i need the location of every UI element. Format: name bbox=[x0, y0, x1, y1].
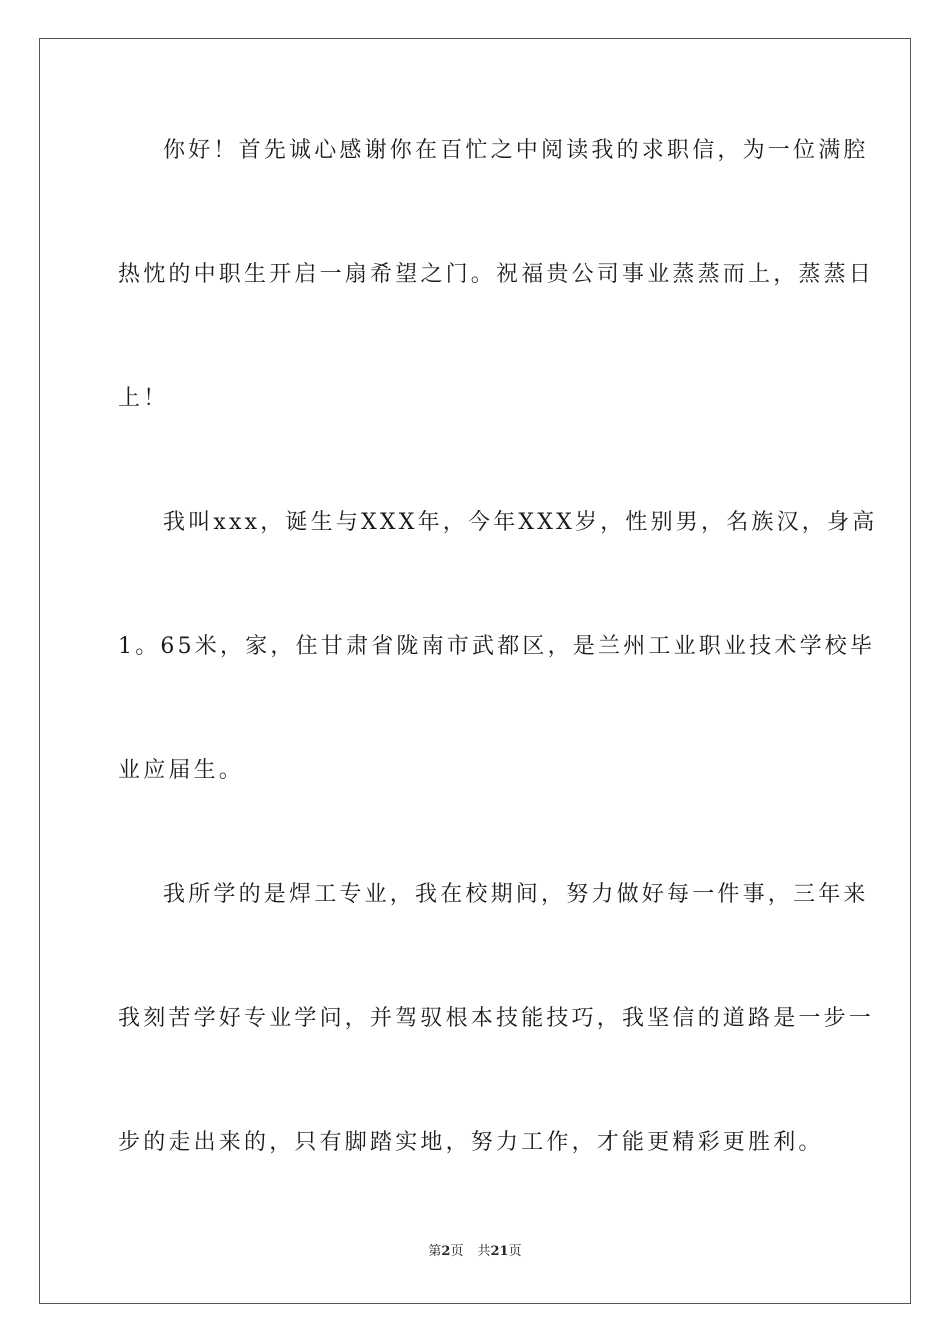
paragraph-3-line-1: 我所学的是焊工专业，我在校期间，努力做好每一件事，三年来 bbox=[163, 882, 869, 907]
page-prefix: 第 bbox=[428, 1244, 442, 1259]
paragraph-2-line-1: 我叫xxx，诞生与XXX年，今年XXX岁，性别男，名族汉，身高 bbox=[163, 510, 878, 535]
paragraph-1-line-3: 上！ bbox=[118, 386, 169, 411]
total-suffix: 页 bbox=[508, 1244, 522, 1259]
page-number: 2 bbox=[441, 1244, 451, 1259]
total-prefix: 共 bbox=[477, 1244, 491, 1259]
page-suffix: 页 bbox=[450, 1244, 464, 1259]
paragraph-2-line-3: 业应届生。 bbox=[118, 758, 245, 783]
paragraph-3-line-3: 步的走出来的，只有脚踏实地，努力工作，才能更精彩更胜利。 bbox=[118, 1130, 824, 1155]
paragraph-1-line-1: 你好！首先诚心感谢你在百忙之中阅读我的求职信，为一位满腔 bbox=[163, 138, 869, 163]
page-frame bbox=[39, 38, 911, 1304]
paragraph-3-line-2: 我刻苦学好专业学问，并驾驭根本技能技巧，我坚信的道路是一步一 bbox=[118, 1006, 875, 1031]
total-pages: 21 bbox=[490, 1244, 509, 1259]
paragraph-1-line-2: 热忱的中职生开启一扇希望之门。祝福贵公司事业蒸蒸而上，蒸蒸日 bbox=[118, 262, 875, 287]
page-footer bbox=[0, 1243, 950, 1261]
paragraph-2-line-2: 1。65米，家，住甘肃省陇南市武都区，是兰州工业职业技术学校毕 bbox=[118, 634, 876, 659]
